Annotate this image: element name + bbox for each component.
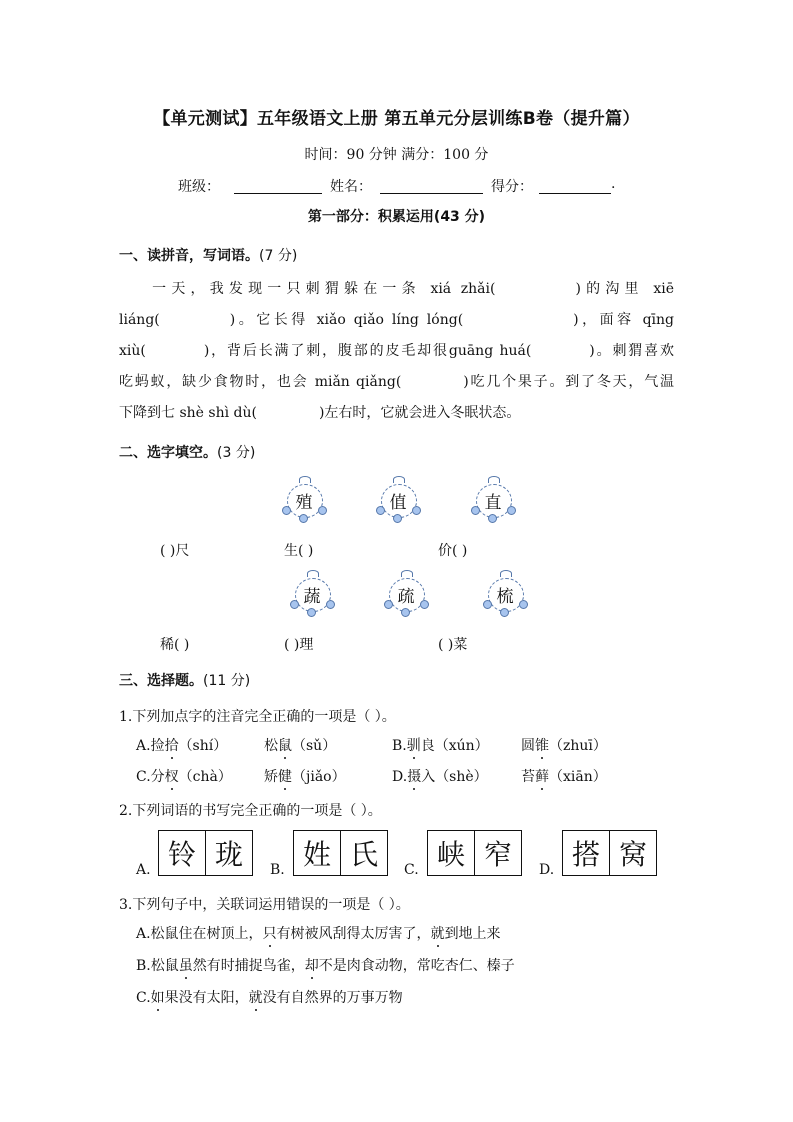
text-segment: D. xyxy=(392,769,408,785)
text-segment: )吃几个果子。到了冬天，气温 xyxy=(463,374,674,390)
dotted-char: 摄 xyxy=(407,769,422,785)
word-char: 姓 xyxy=(302,838,331,871)
text-segment: C. xyxy=(136,990,151,1006)
paragraph-line-2 xyxy=(119,305,674,336)
dotted-char: 健 xyxy=(278,769,292,785)
text-segment: )，面容 qīng xyxy=(573,312,674,328)
section1-heading-text: 一、读拼音，写词语。 xyxy=(119,248,259,264)
text-segment: 不是肉食动物，常吃杏仁、榛子 xyxy=(318,958,515,974)
name-field[interactable] xyxy=(380,193,483,194)
q2-option-b-word-box[interactable] xyxy=(293,830,388,876)
dotted-char: 却 xyxy=(304,958,319,974)
candidate-char: 疏 xyxy=(397,587,415,607)
text-segment: )的沟里 xiē xyxy=(575,281,674,297)
pinyin: （xiān） xyxy=(549,769,607,785)
section3-heading-text: 三、选择题。 xyxy=(119,673,203,689)
fill-blank-5[interactable]: ( )理 xyxy=(284,637,314,653)
paragraph-line-4 xyxy=(119,367,674,398)
q2-option-a-label[interactable]: A. xyxy=(136,862,151,878)
q1-option-d-1[interactable] xyxy=(392,766,488,786)
text-segment: 矫 xyxy=(264,769,278,785)
q2-option-b-label[interactable]: B. xyxy=(270,862,285,878)
text-segment: 一天，我发现一只刺猬躲在一条 xiá zhǎi( xyxy=(147,281,496,297)
pinyin: （xún） xyxy=(434,738,489,754)
lantern-bead xyxy=(299,514,308,523)
lantern-knot xyxy=(488,476,500,483)
word-char: 铃 xyxy=(167,838,196,871)
q2-option-d-word-box[interactable] xyxy=(562,830,657,876)
section2-heading xyxy=(119,442,255,462)
lantern-bead xyxy=(393,514,402,523)
text-segment: )左右时，它就会进入冬眠状态。 xyxy=(318,405,521,421)
lantern-char-3 xyxy=(469,478,517,522)
fill-blank-1[interactable]: ( )尺 xyxy=(160,543,190,559)
text-segment: 下降到七 shè shì dù( xyxy=(119,405,257,421)
section3-points: (11 分) xyxy=(203,673,251,689)
q3-option-c[interactable] xyxy=(136,987,403,1007)
lantern-char-2 xyxy=(374,478,422,522)
section1-heading xyxy=(119,245,297,265)
q1-option-a-1[interactable] xyxy=(136,735,227,755)
dotted-char: 只 xyxy=(262,926,277,942)
lantern-knot xyxy=(401,570,413,577)
text-segment: )。刺猬喜欢 xyxy=(589,343,674,359)
dotted-char: 虽 xyxy=(178,958,193,974)
lantern-knot xyxy=(299,476,311,483)
text-segment: 没有自然界的万事万物 xyxy=(262,990,403,1006)
score-field[interactable] xyxy=(539,193,611,194)
q1-option-c-1[interactable] xyxy=(136,766,232,786)
question-3-stem: 3.下列句子中，关联词运用错误的一项是（ ）。 xyxy=(119,897,410,913)
text-segment: liáng( xyxy=(119,312,160,328)
dotted-char: 就 xyxy=(430,926,445,942)
class-label: 班级： xyxy=(178,179,220,195)
q2-option-a-word-box[interactable] xyxy=(158,830,253,876)
dotted-char: 如 xyxy=(150,990,165,1006)
dotted-char: 拾 xyxy=(164,738,179,754)
word-char: 窄 xyxy=(474,831,521,875)
text-segment: )，背后长满了刺，腹部的皮毛却很guāng huá( xyxy=(203,343,532,359)
text-segment: 吃蚂蚁，缺少食物时，也会 miǎn qiǎng( xyxy=(119,374,402,390)
word-char: 氏 xyxy=(340,831,387,875)
q2-option-c-word-box[interactable] xyxy=(427,830,522,876)
candidate-char: 直 xyxy=(484,493,502,513)
q3-option-a[interactable] xyxy=(136,923,501,943)
dotted-char: 就 xyxy=(248,990,263,1006)
candidate-char: 殖 xyxy=(295,493,313,513)
dotted-char: 鼠 xyxy=(278,738,292,754)
q3-option-b[interactable] xyxy=(136,955,515,975)
fill-blank-3[interactable]: 价( ) xyxy=(438,543,468,559)
candidate-char: 梳 xyxy=(496,587,514,607)
pinyin: （shí） xyxy=(178,738,228,754)
fill-blank-6[interactable]: ( )菜 xyxy=(438,637,468,653)
text-segment: 然有时捕捉鸟雀， xyxy=(192,958,305,974)
lantern-char-1 xyxy=(280,478,328,522)
candidate-char: 蔬 xyxy=(303,587,321,607)
paragraph-line-5 xyxy=(119,398,674,429)
class-field[interactable] xyxy=(234,193,322,194)
text-segment: A.松鼠住在树顶上， xyxy=(136,926,263,942)
question-1-stem: 1.下列加点字的注音完全正确的一项是（ ）。 xyxy=(119,709,396,725)
text-segment: A.捡 xyxy=(136,738,165,754)
pinyin: （jiǎo） xyxy=(292,769,346,785)
question-2-stem: 2.下列词语的书写完全正确的一项是（ ）。 xyxy=(119,803,382,819)
lantern-char-5 xyxy=(382,572,430,616)
section1-points: (7 分) xyxy=(259,248,298,264)
fill-blank-4[interactable]: 稀( ) xyxy=(160,637,190,653)
q1-option-c-2 xyxy=(264,766,346,786)
lantern-knot xyxy=(500,570,512,577)
part1-title: 第一部分：积累运用(43 分) xyxy=(307,209,486,225)
candidate-char: 值 xyxy=(389,493,407,513)
dotted-char: 锥 xyxy=(535,738,549,754)
pinyin: （shè） xyxy=(435,769,488,785)
word-char: 峡 xyxy=(436,838,465,871)
lantern-bead xyxy=(488,514,497,523)
paragraph-line-1 xyxy=(119,274,674,305)
name-label: 姓名： xyxy=(330,179,372,195)
text-segment: C.分 xyxy=(136,769,165,785)
lantern-bead xyxy=(307,608,316,617)
text-segment: 果没有太阳， xyxy=(164,990,249,1006)
pinyin: （sǔ） xyxy=(292,738,337,754)
text-segment: B. xyxy=(392,738,407,754)
lantern-char-6 xyxy=(481,572,529,616)
text-segment: 入 xyxy=(421,769,436,785)
section2-points: (3 分) xyxy=(217,445,256,461)
time-score-info: 时间：90 分钟 满分：100 分 xyxy=(304,147,489,163)
lantern-knot xyxy=(393,476,405,483)
text-segment: )。它长得 xiǎo qiǎo líng lóng( xyxy=(229,312,464,328)
word-char: 窝 xyxy=(609,831,656,875)
q1-option-b-2 xyxy=(521,735,607,755)
section3-heading xyxy=(119,670,250,690)
q1-option-b-1[interactable] xyxy=(392,735,489,755)
dotted-char: 驯 xyxy=(406,738,421,754)
pinyin: （zhuī） xyxy=(549,738,607,754)
text-segment: 圆 xyxy=(521,738,535,754)
text-segment: 良 xyxy=(420,738,435,754)
word-char: 珑 xyxy=(205,831,252,875)
dotted-char: 杈 xyxy=(164,769,179,785)
pinyin: （chà） xyxy=(178,769,232,785)
pinyin-paragraph xyxy=(119,274,674,429)
q2-option-d-label[interactable]: D. xyxy=(539,862,555,878)
lantern-char-4 xyxy=(288,572,336,616)
text-segment: 到地上来 xyxy=(444,926,501,942)
text-segment: 苔 xyxy=(521,769,535,785)
dotted-char: 藓 xyxy=(535,769,549,785)
text-segment: 有树被风刮得太厉害了， xyxy=(276,926,431,942)
fill-blank-2[interactable]: 生( ) xyxy=(284,543,314,559)
lantern-bead xyxy=(401,608,410,617)
paragraph-line-3 xyxy=(119,336,674,367)
score-label: 得分： xyxy=(491,179,533,195)
section2-heading-text: 二、选字填空。 xyxy=(119,445,217,461)
text-segment: 松 xyxy=(264,738,278,754)
text-segment: xiù( xyxy=(119,343,146,359)
end-dot: . xyxy=(611,176,616,192)
page-title: 【单元测试】五年级语文上册 第五单元分层训练B卷（提升篇） xyxy=(153,109,640,129)
q1-option-a-2 xyxy=(264,735,336,755)
word-char: 搭 xyxy=(571,838,600,871)
q1-option-d-2 xyxy=(521,766,607,786)
q2-option-c-label[interactable]: C. xyxy=(404,862,419,878)
lantern-knot xyxy=(307,570,319,577)
text-segment: B.松鼠 xyxy=(136,958,179,974)
lantern-bead xyxy=(500,608,509,617)
